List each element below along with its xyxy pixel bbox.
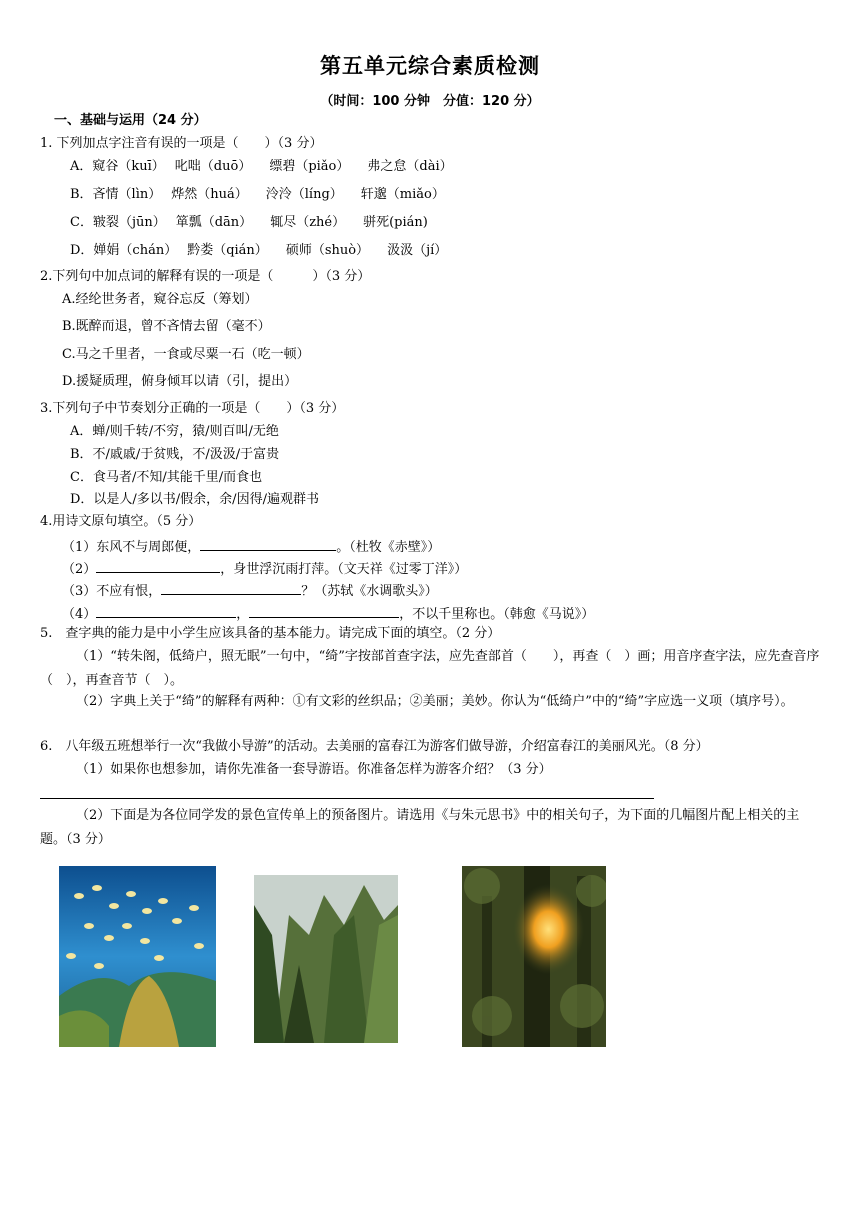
question-3-option-d: D．以是人/多以书/假余，余/因得/遍观群书 [70, 492, 319, 507]
question-4-item-1: （1）东风不与周郎便， 。（杜牧《赤壁》） [62, 536, 440, 557]
answer-line[interactable] [40, 798, 654, 799]
question-1-option-c: C．皲裂（jūn） 箪瓢（dān） 辄尽（zhé） 骈死(pián) [70, 215, 428, 230]
section-heading: 一、基础与运用（24 分） [54, 113, 207, 128]
answer-blank[interactable] [161, 580, 301, 595]
question-5-part-1: （1）“转朱阁，低绮户，照无眠”一句中，“绮”字按部首查字法，应先查部首（ ），再查（ ）画；用音序查字法，应先查音序（ ），再查音节（ ）。 [40, 649, 820, 688]
underwater-fish-photo [59, 866, 216, 1047]
question-6-part-2: （2）下面是为各位同学发的景色宣传单上的预备图片。请选用《与朱元思书》中的相关句子，为下面的几幅图片配上相关的主题。（3 分） [40, 808, 800, 847]
question-2-option-b: B.既醉而退，曾不吝情去留（毫不） [62, 319, 271, 334]
answer-blank[interactable] [200, 536, 336, 551]
question-1-option-a: A．窥谷（kuī） 叱咄（duō） 缥碧（piǎo） 弗之怠（dài） [70, 159, 453, 174]
question-3-option-a: A．蝉/则千转/不穷，猿/则百叫/无绝 [70, 424, 279, 439]
question-1-option-d: D．婵娟（chán） 黔娄（qián） 硕师（shuò） 汲汲（jí） [70, 243, 448, 258]
question-3-option-b: B．不/戚戚/于贫贱，不/汲汲/于富贵 [70, 447, 280, 462]
question-5-part-2: （2）字典上关于“绮”的解释有两种：①有文彩的丝织品；②美丽；美妙。你认为“低绮户”中的“绮”字应选一义项（填序号）。 [76, 694, 794, 709]
question-2-stem: 2.下列句中加点词的解释有误的一项是（ ）（3 分） [40, 269, 371, 284]
question-2-option-a: A.经纶世务者，窥谷忘反（筹划） [62, 292, 258, 307]
question-1-stem: 1. 下列加点字注音有误的一项是（ ）（3 分） [40, 136, 323, 151]
mountain-cliff-photo [254, 875, 398, 1043]
page-subtitle: （时间：100 分钟 分值：120 分） [320, 94, 540, 109]
question-2-option-c: C.马之千里者，一食或尽粟一石（吃一顿） [62, 347, 310, 362]
question-4-item-2: （2） ，身世浮沉雨打萍。（文天祥《过零丁洋》） [62, 558, 467, 579]
question-3-option-c: C．食马者/不知/其能千里/而食也 [70, 470, 263, 485]
page-title: 第五单元综合素质检测 [320, 54, 540, 78]
question-6-part-1: （1）如果你也想参加，请你先准备一套导游语。你准备怎样为游客介绍？（3 分） [76, 762, 552, 777]
answer-blank[interactable] [249, 603, 399, 618]
question-6-stem: 6. 八年级五班想举行一次“我做小导游”的活动。去美丽的富春江为游客们做导游，介绍富春江的美丽风光。（8 分） [40, 739, 709, 754]
question-3-stem: 3.下列句子中节奏划分正确的一项是（ ）（3 分） [40, 401, 345, 416]
question-4-item-4: （4） ， ，不以千里称也。（韩愈《马说》） [62, 603, 594, 624]
answer-blank[interactable] [96, 558, 220, 573]
answer-blank[interactable] [96, 603, 236, 618]
question-1-option-b: B．吝情（lìn） 烨然（huá） 泠泠（líng） 轩邈（miǎo） [70, 187, 445, 202]
forest-sunlight-photo [462, 866, 606, 1047]
question-2-option-d: D.援疑质理，俯身倾耳以请（引，提出） [62, 374, 298, 389]
question-5-stem: 5. 查字典的能力是中小学生应该具备的基本能力。请完成下面的填空。（2 分） [40, 626, 501, 641]
question-4-item-3: （3）不应有恨， ？（苏轼《水调歌头》） [62, 580, 438, 601]
question-4-stem: 4.用诗文原句填空。（5 分） [40, 514, 202, 529]
